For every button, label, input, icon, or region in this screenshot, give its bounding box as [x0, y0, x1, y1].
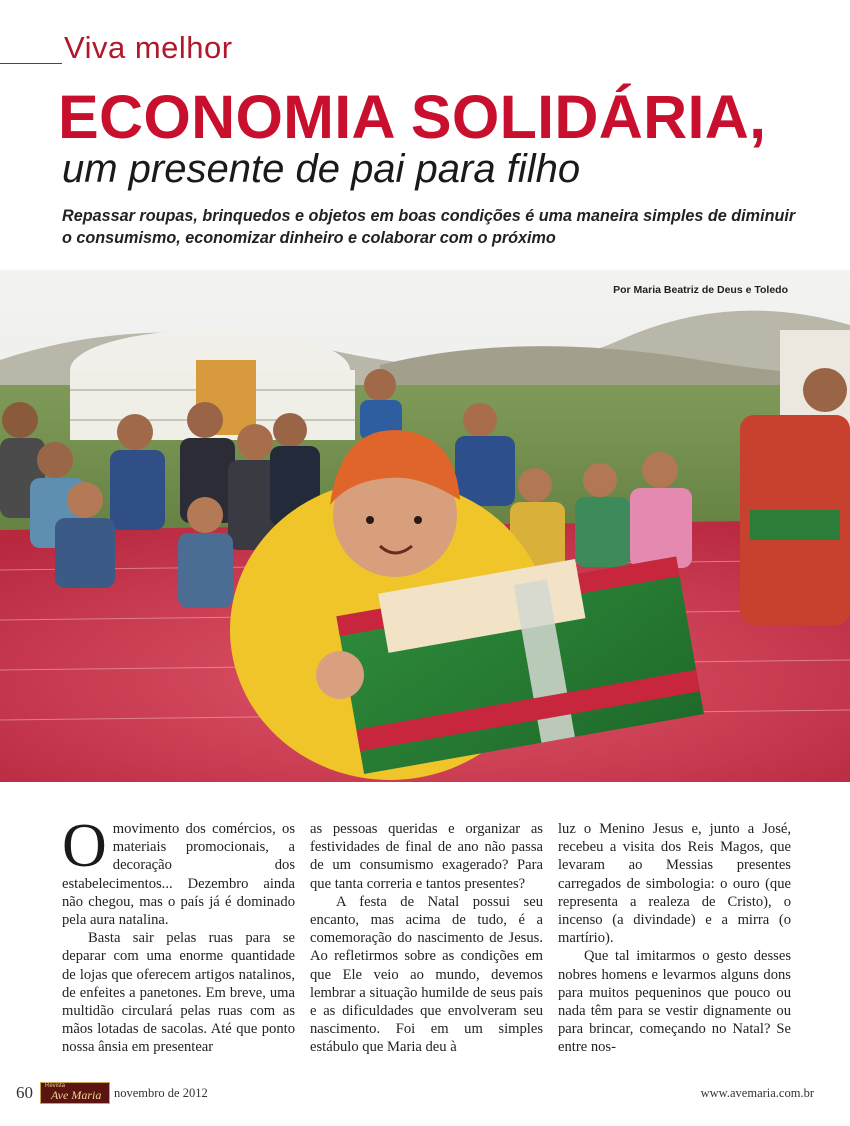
article-subtitle: um presente de pai para filho [62, 147, 581, 191]
article-column-2 [310, 820, 543, 1057]
article-title: ECONOMIA SOLIDÁRIA, [58, 83, 767, 151]
paragraph: A festa de Natal possui seu encanto, mas acima de tudo, é a comemoração do nascimento de Jesus. Ao refletirmos sobre as condições em que Ele veio ao mundo, devemos lembrar a situação humilde de seus pais e as dificuldades que envolveram seu nascimento. Foi em um simples estábulo que Maria deu à [310, 893, 543, 1056]
logo-title: Ave Maria [51, 1088, 102, 1102]
byline: Por Maria Beatriz de Deus e Toledo [613, 284, 788, 296]
article-photo [0, 270, 850, 782]
paragraph: as pessoas queridas e organizar as festividades de final de ano não passa de um consumismo exagerado? Para que tanta correria e tantos presentes? [310, 821, 543, 892]
paragraph: Que tal imitarmos o gesto desses nobres homens e levarmos alguns dons para muitos pequeninos que pouco ou nada têm para se vestir dignamente ou para brincar, começando no Natal? Se entre nos- [558, 948, 791, 1056]
magazine-logo [40, 1082, 110, 1104]
article-dek: Repassar roupas, brinquedos e objetos em boas condições é uma maneira simples de diminuir o consumismo, economizar dinheiro e colaborar com o próximo [62, 207, 796, 247]
page-footer [0, 1080, 850, 1110]
logo-small-text: Revista [45, 1083, 66, 1089]
paragraph-text: movimento dos comércios, os materiais promocionais, a decoração dos estabelecimentos... Dezembro ainda não chegou, mas o país já é dominado pela aura natalina. [62, 821, 295, 929]
section-label: Viva melhor [64, 30, 233, 65]
issue-date: novembro de 2012 [114, 1086, 208, 1100]
photo-illustration [0, 270, 850, 782]
paragraph [62, 812, 295, 929]
section-rule [0, 63, 62, 64]
page-number: 60 [16, 1083, 33, 1102]
article-column-1 [62, 812, 295, 1057]
paragraph: luz o Menino Jesus e, junto a José, recebeu a visita dos Reis Magos, que levaram ao Messias presentes carregados de simbologia: o ouro (que representa a realeza de Cristo), o incenso (a divindade) e a mirra (o martírio). [558, 821, 791, 947]
drop-cap: O [62, 812, 107, 880]
website-link[interactable]: www.avemaria.com.br [700, 1086, 814, 1100]
paragraph: Basta sair pelas ruas para se deparar com uma enorme quantidade de lojas que oferecem artigos natalinos, de enfeites a panetones. Em breve, uma multidão circulará pelas ruas com as mãos lotadas de sacolas. Até que ponto nossa ânsia em presentear [62, 930, 295, 1056]
article-column-3 [558, 820, 791, 1057]
